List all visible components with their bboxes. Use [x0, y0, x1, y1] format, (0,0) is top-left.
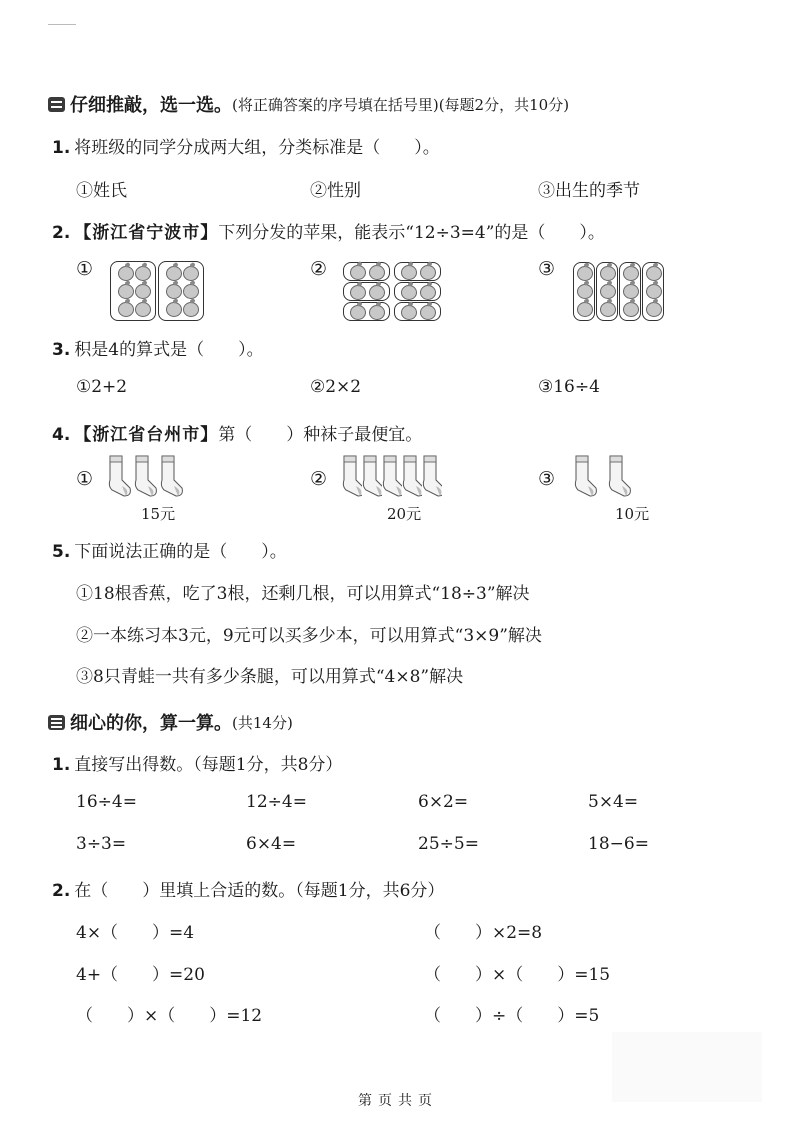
- apple-icon: [401, 265, 417, 280]
- fill-blank-item: 4+（ ）=20: [76, 965, 205, 985]
- calc-item: 3÷3=: [76, 834, 127, 854]
- q3-option-3: ③16÷4: [538, 377, 600, 397]
- apple-icon: [183, 302, 199, 317]
- sock-price-2: 20元: [387, 505, 422, 523]
- question-number: 1.: [52, 755, 71, 775]
- q3-option-2: ②2×2: [310, 377, 362, 397]
- calc-item: 25÷5=: [418, 834, 479, 854]
- apple-icon: [401, 285, 417, 300]
- question-number: 2.: [52, 881, 71, 901]
- section-1-note: (将正确答案的序号填在括号里)(每题2分，共10分): [232, 95, 570, 114]
- calc-question-2: [52, 876, 444, 901]
- section-2-note: (共14分): [232, 713, 293, 732]
- q4-option-3-marker: ③: [538, 468, 556, 490]
- apple-icon: [183, 284, 199, 299]
- region-tag: 【浙江省台州市】: [74, 425, 219, 445]
- apple-icon: [118, 284, 134, 299]
- question-text: 第（ ）种袜子最便宜。: [218, 425, 423, 445]
- q5-option-1: ①18根香蕉，吃了3根，还剩几根，可以用算式“18÷3”解决: [76, 584, 530, 604]
- question-5: [52, 537, 287, 562]
- apple-icon: [401, 305, 417, 320]
- section-2-header: [48, 709, 293, 735]
- q1-option-3: ③出生的季节: [538, 181, 640, 201]
- top-mark: [48, 24, 76, 25]
- q4-option-2-marker: ②: [310, 468, 328, 490]
- fill-blank-item: 4×（ ）=4: [76, 923, 195, 943]
- q5-option-3: ③8只青蛙一共有多少条腿，可以用算式“4×8”解决: [76, 667, 464, 687]
- fill-blank-item: （ ）×（ ）=12: [76, 1006, 263, 1026]
- fill-blank-item: （ ）÷（ ）=5: [424, 1006, 600, 1026]
- apple-icon: [623, 266, 639, 281]
- sock-price-1: 15元: [141, 505, 176, 523]
- apple-icon: [420, 265, 436, 280]
- question-text: 将班级的同学分成两大组，分类标准是（ ）。: [74, 138, 440, 158]
- question-number: 2.: [52, 223, 71, 243]
- question-1: [52, 133, 440, 158]
- page-footer: 第页共页: [358, 1093, 438, 1109]
- blank-area: [612, 1032, 762, 1102]
- apple-icon: [183, 266, 199, 281]
- q2-option-3-marker: ③: [538, 258, 556, 280]
- section-three-icon: [48, 715, 65, 730]
- q2-option-2-marker: ②: [310, 258, 328, 280]
- sock-icon: [418, 452, 442, 500]
- q1-option-2: ②性别: [310, 181, 361, 201]
- calc-item: 6×2=: [418, 792, 469, 812]
- apple-icon: [135, 266, 151, 281]
- q1-option-1: ①姓氏: [76, 181, 127, 201]
- apple-icon: [166, 302, 182, 317]
- section-1-header: [48, 91, 569, 117]
- section-1-title: 仔细推敲，选一选。: [70, 95, 232, 116]
- apple-icon: [600, 302, 616, 317]
- apple-icon: [350, 305, 366, 320]
- apple-icon: [646, 266, 662, 281]
- apple-icon: [350, 285, 366, 300]
- calc-item: 18−6=: [588, 834, 649, 854]
- q5-option-2: ②一本练习本3元，9元可以买多少本，可以用算式“3×9”解决: [76, 626, 542, 646]
- question-text: 下列分发的苹果，能表示“12÷3=4”的是（ ）。: [218, 223, 605, 243]
- apple-icon: [166, 266, 182, 281]
- apple-icon: [623, 284, 639, 299]
- question-number: 5.: [52, 542, 71, 562]
- apple-icon: [135, 302, 151, 317]
- apple-icon: [118, 266, 134, 281]
- apple-icon: [623, 302, 639, 317]
- apple-icon: [646, 284, 662, 299]
- apple-icon: [166, 284, 182, 299]
- question-3: [52, 335, 264, 360]
- question-number: 1.: [52, 138, 71, 158]
- apple-icon: [135, 284, 151, 299]
- apple-icon: [600, 266, 616, 281]
- apple-icon: [118, 302, 134, 317]
- question-text: 积是4的算式是（ ）。: [74, 340, 264, 360]
- q2-option-1-marker: ①: [76, 258, 94, 280]
- section-2-title: 细心的你，算一算。: [70, 713, 232, 734]
- q3-option-1: ①2+2: [76, 377, 128, 397]
- calc-item: 5×4=: [588, 792, 639, 812]
- sock-price-3: 10元: [615, 505, 650, 523]
- calc-item: 16÷4=: [76, 792, 137, 812]
- question-text: 直接写出得数。（每题1分，共8分）: [74, 755, 343, 775]
- calc-question-1: [52, 750, 342, 775]
- section-two-icon: [48, 97, 65, 112]
- apple-icon: [577, 284, 593, 299]
- apple-icon: [600, 284, 616, 299]
- question-2: [52, 218, 605, 243]
- fill-blank-item: （ ）×（ ）=15: [424, 965, 611, 985]
- sock-icon: [156, 452, 186, 500]
- question-text: 在（ ）里填上合适的数。（每题1分，共6分）: [74, 881, 445, 901]
- apple-icon: [369, 265, 385, 280]
- apple-icon: [369, 305, 385, 320]
- question-number: 3.: [52, 340, 71, 360]
- apple-icon: [646, 302, 662, 317]
- question-4: [52, 420, 422, 445]
- fill-blank-item: （ ）×2=8: [424, 923, 543, 943]
- apple-icon: [350, 265, 366, 280]
- region-tag: 【浙江省宁波市】: [74, 223, 219, 243]
- apple-icon: [369, 285, 385, 300]
- apple-icon: [577, 266, 593, 281]
- question-number: 4.: [52, 425, 71, 445]
- apple-icon: [577, 302, 593, 317]
- apple-icon: [420, 305, 436, 320]
- calc-item: 12÷4=: [246, 792, 307, 812]
- q4-option-1-marker: ①: [76, 468, 94, 490]
- question-text: 下面说法正确的是（ ）。: [74, 542, 287, 562]
- apple-icon: [420, 285, 436, 300]
- sock-icon: [604, 452, 644, 500]
- calc-item: 6×4=: [246, 834, 297, 854]
